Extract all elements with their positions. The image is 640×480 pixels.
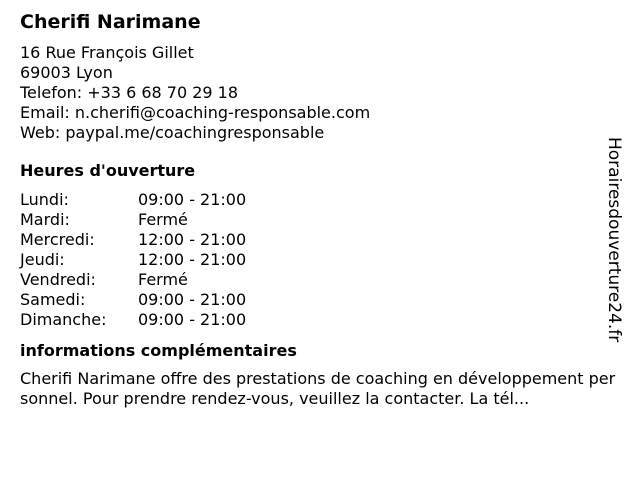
hours-row-sunday [20, 310, 620, 330]
contact-block [20, 43, 620, 143]
hours-row-wednesday [20, 230, 620, 250]
hours-row-thursday [20, 250, 620, 270]
hours-time: 09:00 - 21:00 [138, 290, 247, 309]
hours-time: 09:00 - 21:00 [138, 310, 247, 329]
business-card [20, 8, 620, 409]
hours-row-saturday [20, 290, 620, 310]
business-description: Cherifi Narimane offre des prestations de coaching en développement personnel. Pour prendre rendez-vous, veuillez la contacter. La tél... [20, 369, 616, 408]
hours-day: Mercredi: [20, 230, 95, 249]
hours-day: Samedi: [20, 290, 86, 309]
phone-line[interactable]: Telefon: +33 6 68 70 29 18 [20, 83, 239, 102]
additional-info-heading: informations complémentaires [20, 341, 297, 360]
hours-time: Fermé [138, 210, 188, 229]
hours-row-monday [20, 190, 620, 210]
opening-hours-heading: Heures d'ouverture [20, 161, 196, 180]
hours-time: 09:00 - 21:00 [138, 190, 247, 209]
opening-hours-table [20, 190, 620, 330]
hours-time: Fermé [138, 270, 188, 289]
address-street: 16 Rue François Gillet [20, 43, 194, 62]
hours-time: 12:00 - 21:00 [138, 230, 247, 249]
hours-day: Mardi: [20, 210, 70, 229]
hours-time: 12:00 - 21:00 [138, 250, 247, 269]
business-name: Cherifi Narimane [20, 11, 201, 33]
hours-day: Dimanche: [20, 310, 107, 329]
hours-day: Vendredi: [20, 270, 96, 289]
hours-day: Jeudi: [20, 250, 65, 269]
hours-row-tuesday [20, 210, 620, 230]
email-line[interactable]: Email: n.cherifi@coaching-responsable.com [20, 103, 371, 122]
web-line[interactable]: Web: paypal.me/coachingresponsable [20, 123, 325, 142]
hours-day: Lundi: [20, 190, 69, 209]
hours-row-friday [20, 270, 620, 290]
site-watermark: Horairesdouverture24.fr [604, 137, 624, 343]
address-city: 69003 Lyon [20, 63, 113, 82]
